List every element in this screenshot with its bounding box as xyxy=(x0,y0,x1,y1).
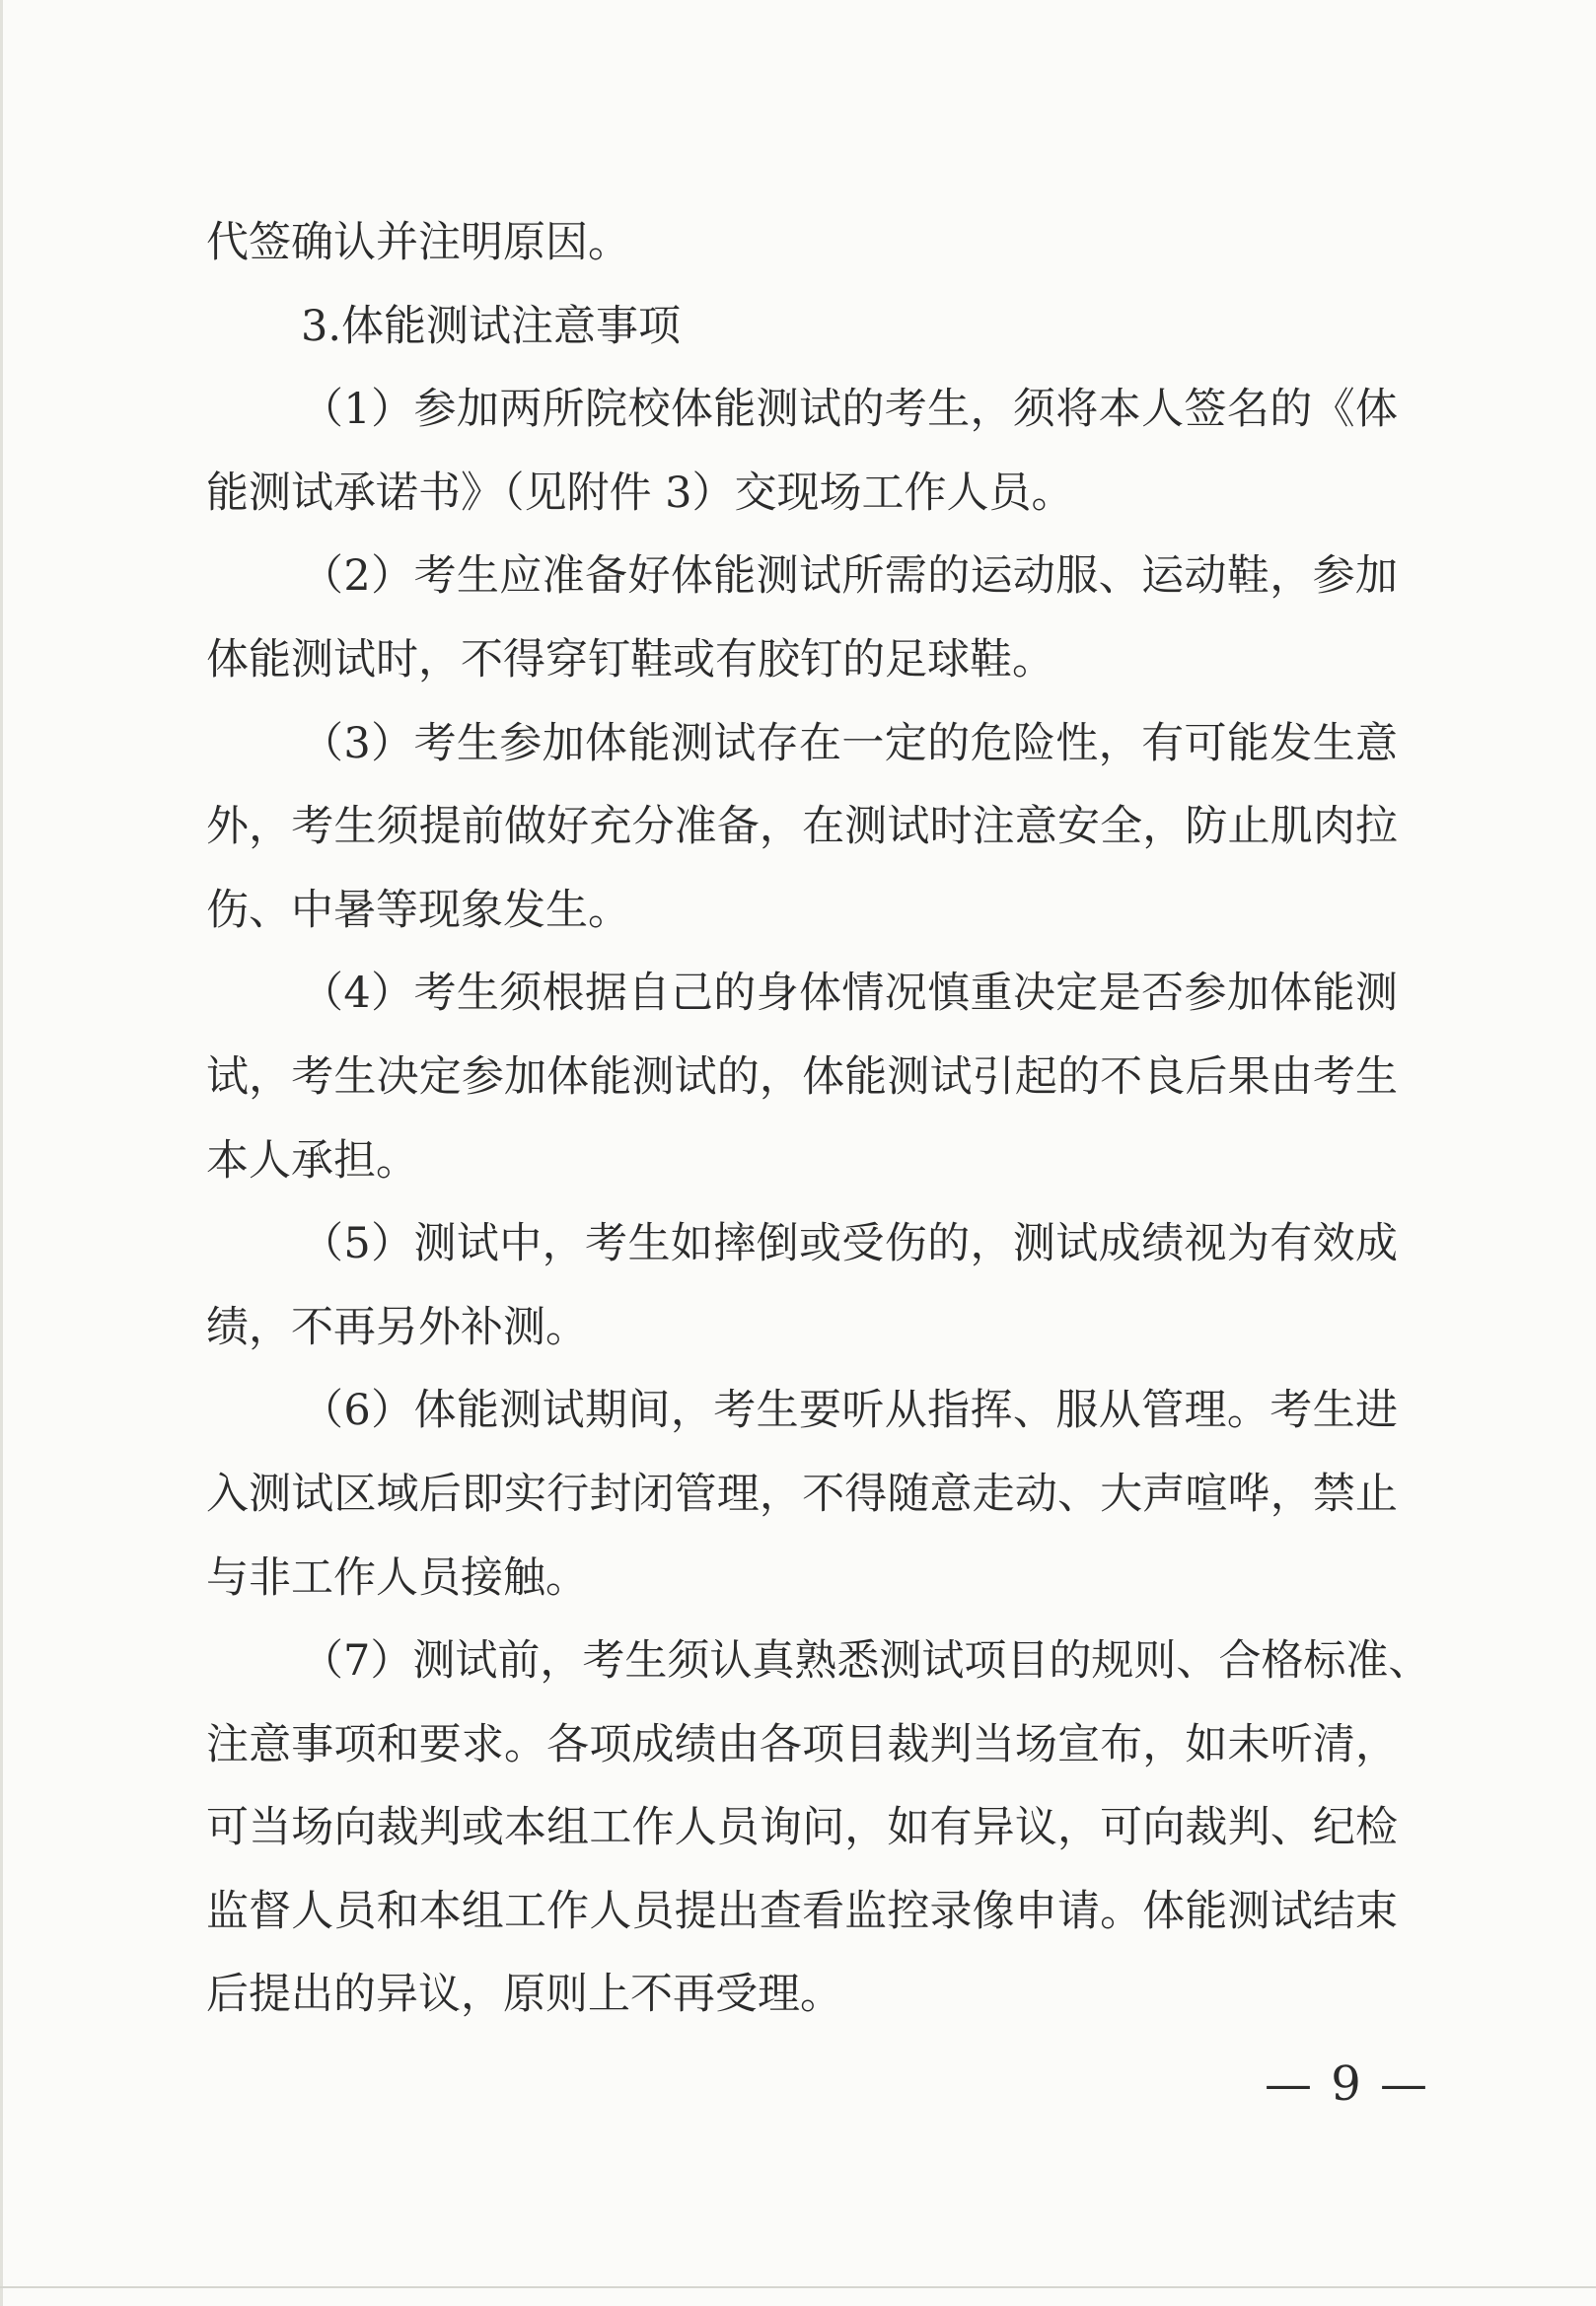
scan-edge xyxy=(0,0,3,2306)
text-line: （7）测试前，考生须认真熟悉测试项目的规则、合格标准、 xyxy=(301,1636,1431,1687)
text-line: 与非工作人员接触。 xyxy=(206,1552,588,1603)
text-line: 外，考生须提前做好充分准备，在测试时注意安全，防止肌肉拉 xyxy=(206,802,1398,852)
text-line: 入测试区域后即实行封闭管理，不得随意走动、大声喧哗，禁止 xyxy=(206,1469,1398,1519)
text-line: 本人承担。 xyxy=(206,1135,418,1186)
text-line: 能测试承诺书》（见附件 3）交现场工作人员。 xyxy=(206,468,1074,518)
body-text xyxy=(206,201,1431,2037)
text-line: 试，考生决定参加体能测试的，体能测试引起的不良后果由考生 xyxy=(206,1051,1398,1102)
text-line: （6）体能测试期间，考生要听从指挥、服从管理。考生进 xyxy=(301,1386,1398,1436)
text-line: 后提出的异议，原则上不再受理。 xyxy=(206,1970,842,2020)
text-line: 体能测试时，不得穿钉鞋或有胶钉的足球鞋。 xyxy=(206,634,1054,685)
text-line: 注意事项和要求。各项成绩由各项目裁判当场宣布，如未听清， xyxy=(206,1719,1398,1769)
scan-bottom-edge xyxy=(0,2286,1596,2288)
page-number: — 9 — xyxy=(1265,2056,1430,2112)
text-line: 可当场向裁判或本组工作人员询问，如有异议，可向裁判、纪检 xyxy=(206,1803,1398,1853)
text-line: （3）考生参加体能测试存在一定的危险性，有可能发生意 xyxy=(301,718,1398,768)
text-line: 绩，不再另外补测。 xyxy=(206,1302,588,1352)
text-line: 伤、中暑等现象发生。 xyxy=(206,885,630,935)
text-line: 代签确认并注明原因。 xyxy=(206,218,630,267)
section-heading: 3.体能测试注意事项 xyxy=(301,301,682,351)
text-line: （1）参加两所院校体能测试的考生，须将本人签名的《体 xyxy=(301,385,1398,435)
text-line: （4）考生须根据自己的身体情况慎重决定是否参加体能测 xyxy=(301,969,1398,1019)
text-line: （5）测试中，考生如摔倒或受伤的，测试成绩视为有效成 xyxy=(301,1219,1398,1269)
text-line: （2）考生应准备好体能测试所需的运动服、运动鞋，参加 xyxy=(301,551,1398,602)
text-line: 监督人员和本组工作人员提出查看监控录像申请。体能测试结束 xyxy=(206,1886,1398,1936)
